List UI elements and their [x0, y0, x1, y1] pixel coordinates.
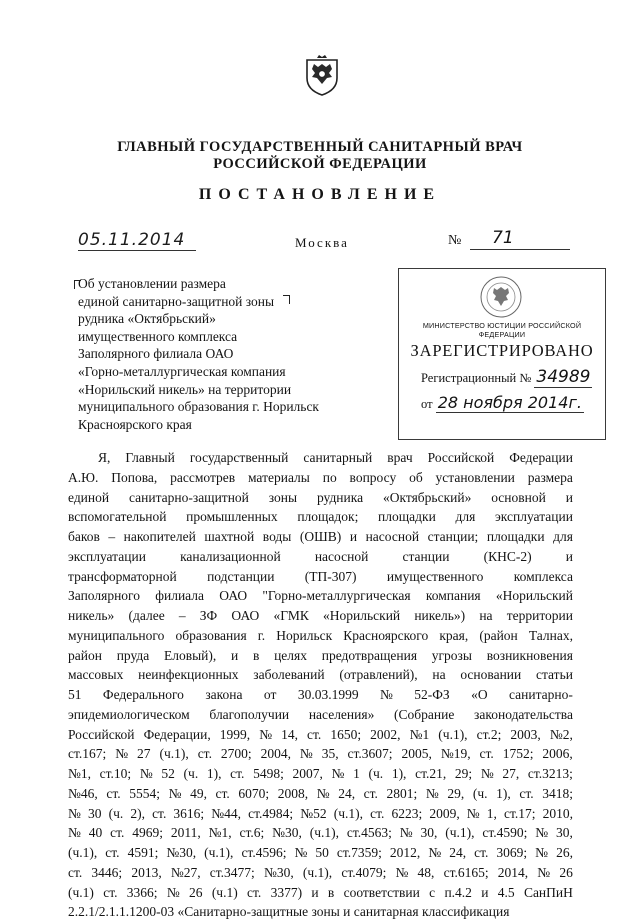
authority-title-line1: ГЛАВНЫЙ ГОСУДАРСТВЕННЫЙ САНИТАРНЫЙ ВРАЧ: [117, 139, 523, 155]
stamp-status: ЗАРЕГИСТРИРОВАНО: [410, 341, 594, 360]
stamp-reg-number-row: [421, 367, 592, 387]
subject-line: Красноярского края: [78, 416, 192, 432]
document-city: Москва: [295, 235, 349, 250]
stamp-reg-date: 28 ноября 2014г.: [437, 393, 582, 412]
body-line: эпидемиологическом благополучии населения» (Собрание законодательства: [68, 706, 573, 722]
coat-of-arms-emblem: [302, 52, 342, 96]
body-line: эксплуатации канализационной насосной станции (КНС-2) и: [68, 548, 573, 564]
body-line: трансформаторной подстанции (ТП-307) имущественного комплекса: [68, 568, 573, 584]
body-line: А.Ю. Попова, рассмотрев материалы по вопросу об установлении размера: [68, 469, 573, 485]
body-line: № 30 (ч. 2), ст. 3616; №44, ст.4984; №52 (ч.1), ст. 6223; 2009, № 1, ст.17; 2010,: [68, 805, 573, 821]
body-line: № 40 ст. 4969; 2011, №1, ст.6; №30, (ч.1), ст.4563; № 30, (ч.1), ст.4590; № 30,: [68, 825, 573, 841]
stamp-date-row: [421, 393, 584, 412]
subject-line: муниципального образования г. Норильск: [78, 399, 319, 415]
body-line: муниципального образования г. Норильск Красноярского края, (район Талнах,: [68, 627, 573, 643]
subject-line: имущественного комплекса: [78, 328, 238, 344]
resolution-body: [68, 448, 573, 922]
body-line: никель» (далее – ЗФ ОАО «ГМК «Норильский никель») на территории: [68, 608, 573, 623]
registration-stamp: [398, 268, 606, 440]
stamp-ministry-name: МИНИСТЕРСТВО ЮСТИЦИИ РОССИЙСКОЙ ФЕДЕРАЦИИ: [422, 321, 582, 339]
body-line: 2.2.1/2.1.1.1200-03 «Санитарно-защитные зоны и санитарная классификация: [68, 904, 510, 920]
body-line: баков – накопителей шахтной воды (ОШВ) и насосной станции; площадки для: [68, 529, 573, 544]
subject-line: Об установлении размера: [78, 276, 226, 291]
document-date: 05.11.2014: [78, 230, 196, 251]
body-line: (ч.1), ст. 4591; №30, (ч.1), ст.4596; № 50 ст.7359; 2012, № 24, ст. 3069; № 26,: [68, 845, 573, 860]
body-line: массовых неинфекционных заболеваний (отравлений), на основании статьи: [68, 667, 573, 683]
body-line: №46, ст. 5554; № 49, ст. 6070; 2008, № 24, ст. 2801; № 29, (ч. 1), ст. 3418;: [68, 785, 573, 801]
body-line: ст.167; № 27 (ч.1), ст. 2700; 2004, № 35, ст.3607; 2005, №19, ст. 1752; 2006,: [68, 746, 573, 762]
subject-line: единой санитарно-защитной зоны: [78, 293, 275, 309]
body-line: Российской Федерации, 1999, № 14, ст. 1650; 2002, №1 (ч.1), ст.2; 2003, №2,: [68, 726, 573, 742]
document-type-title: ПОСТАНОВЛЕНИЕ: [198, 186, 442, 203]
document-number: 71: [470, 227, 570, 250]
subject-line: Заполярного филиала ОАО: [78, 346, 234, 362]
ministry-seal-icon: [479, 275, 523, 319]
body-line: (ч.1) ст. 3366; № 26 (ч.1) ст. 3377) и в соответствии с п.4.2 и 4.5 СанПиН: [68, 884, 573, 900]
subject-line: рудника «Октябрьский»: [78, 311, 216, 327]
body-line: единой санитарно-защитной зоны рудника «Октябрьский» основной и: [68, 489, 573, 505]
body-line: район пруда Еловый), и в целях предотвращения угрозы возникновения: [68, 647, 573, 663]
body-line: вспомогательной промышленных площадок; площадки для эксплуатации: [68, 509, 573, 525]
subject-line: «Горно-металлургическая компания: [78, 363, 286, 379]
subject-line: «Норильский никель» на территории: [78, 381, 292, 397]
authority-title-line2: РОССИЙСКОЙ ФЕДЕРАЦИИ: [213, 156, 427, 172]
body-line: Заполярного филиала ОАО "Горно-металлургическая компания «Норильский: [68, 588, 573, 604]
body-line: Я, Главный государственный санитарный врач Российской Федерации: [98, 450, 573, 465]
subject-block: [78, 275, 319, 433]
stamp-reg-number: 34989: [536, 367, 591, 387]
stamp-reg-label: Регистрационный №: [421, 371, 532, 385]
body-line: 51 Федерального закона от 30.03.1999 № 52-ФЗ «О санитарно-: [68, 687, 573, 702]
document-number-label: №: [448, 233, 462, 248]
stamp-date-label: от: [421, 397, 433, 411]
body-line: ст. 3446; 2013, №27, ст.3477; №30, (ч.1), ст.4079; № 48, ст.6165; 2014, № 26: [68, 864, 573, 880]
body-line: №1, ст.10; № 52 (ч. 1), ст. 5498; 2007, № 1 (ч. 1), ст.21, 29; № 27, ст.3213;: [68, 766, 573, 781]
